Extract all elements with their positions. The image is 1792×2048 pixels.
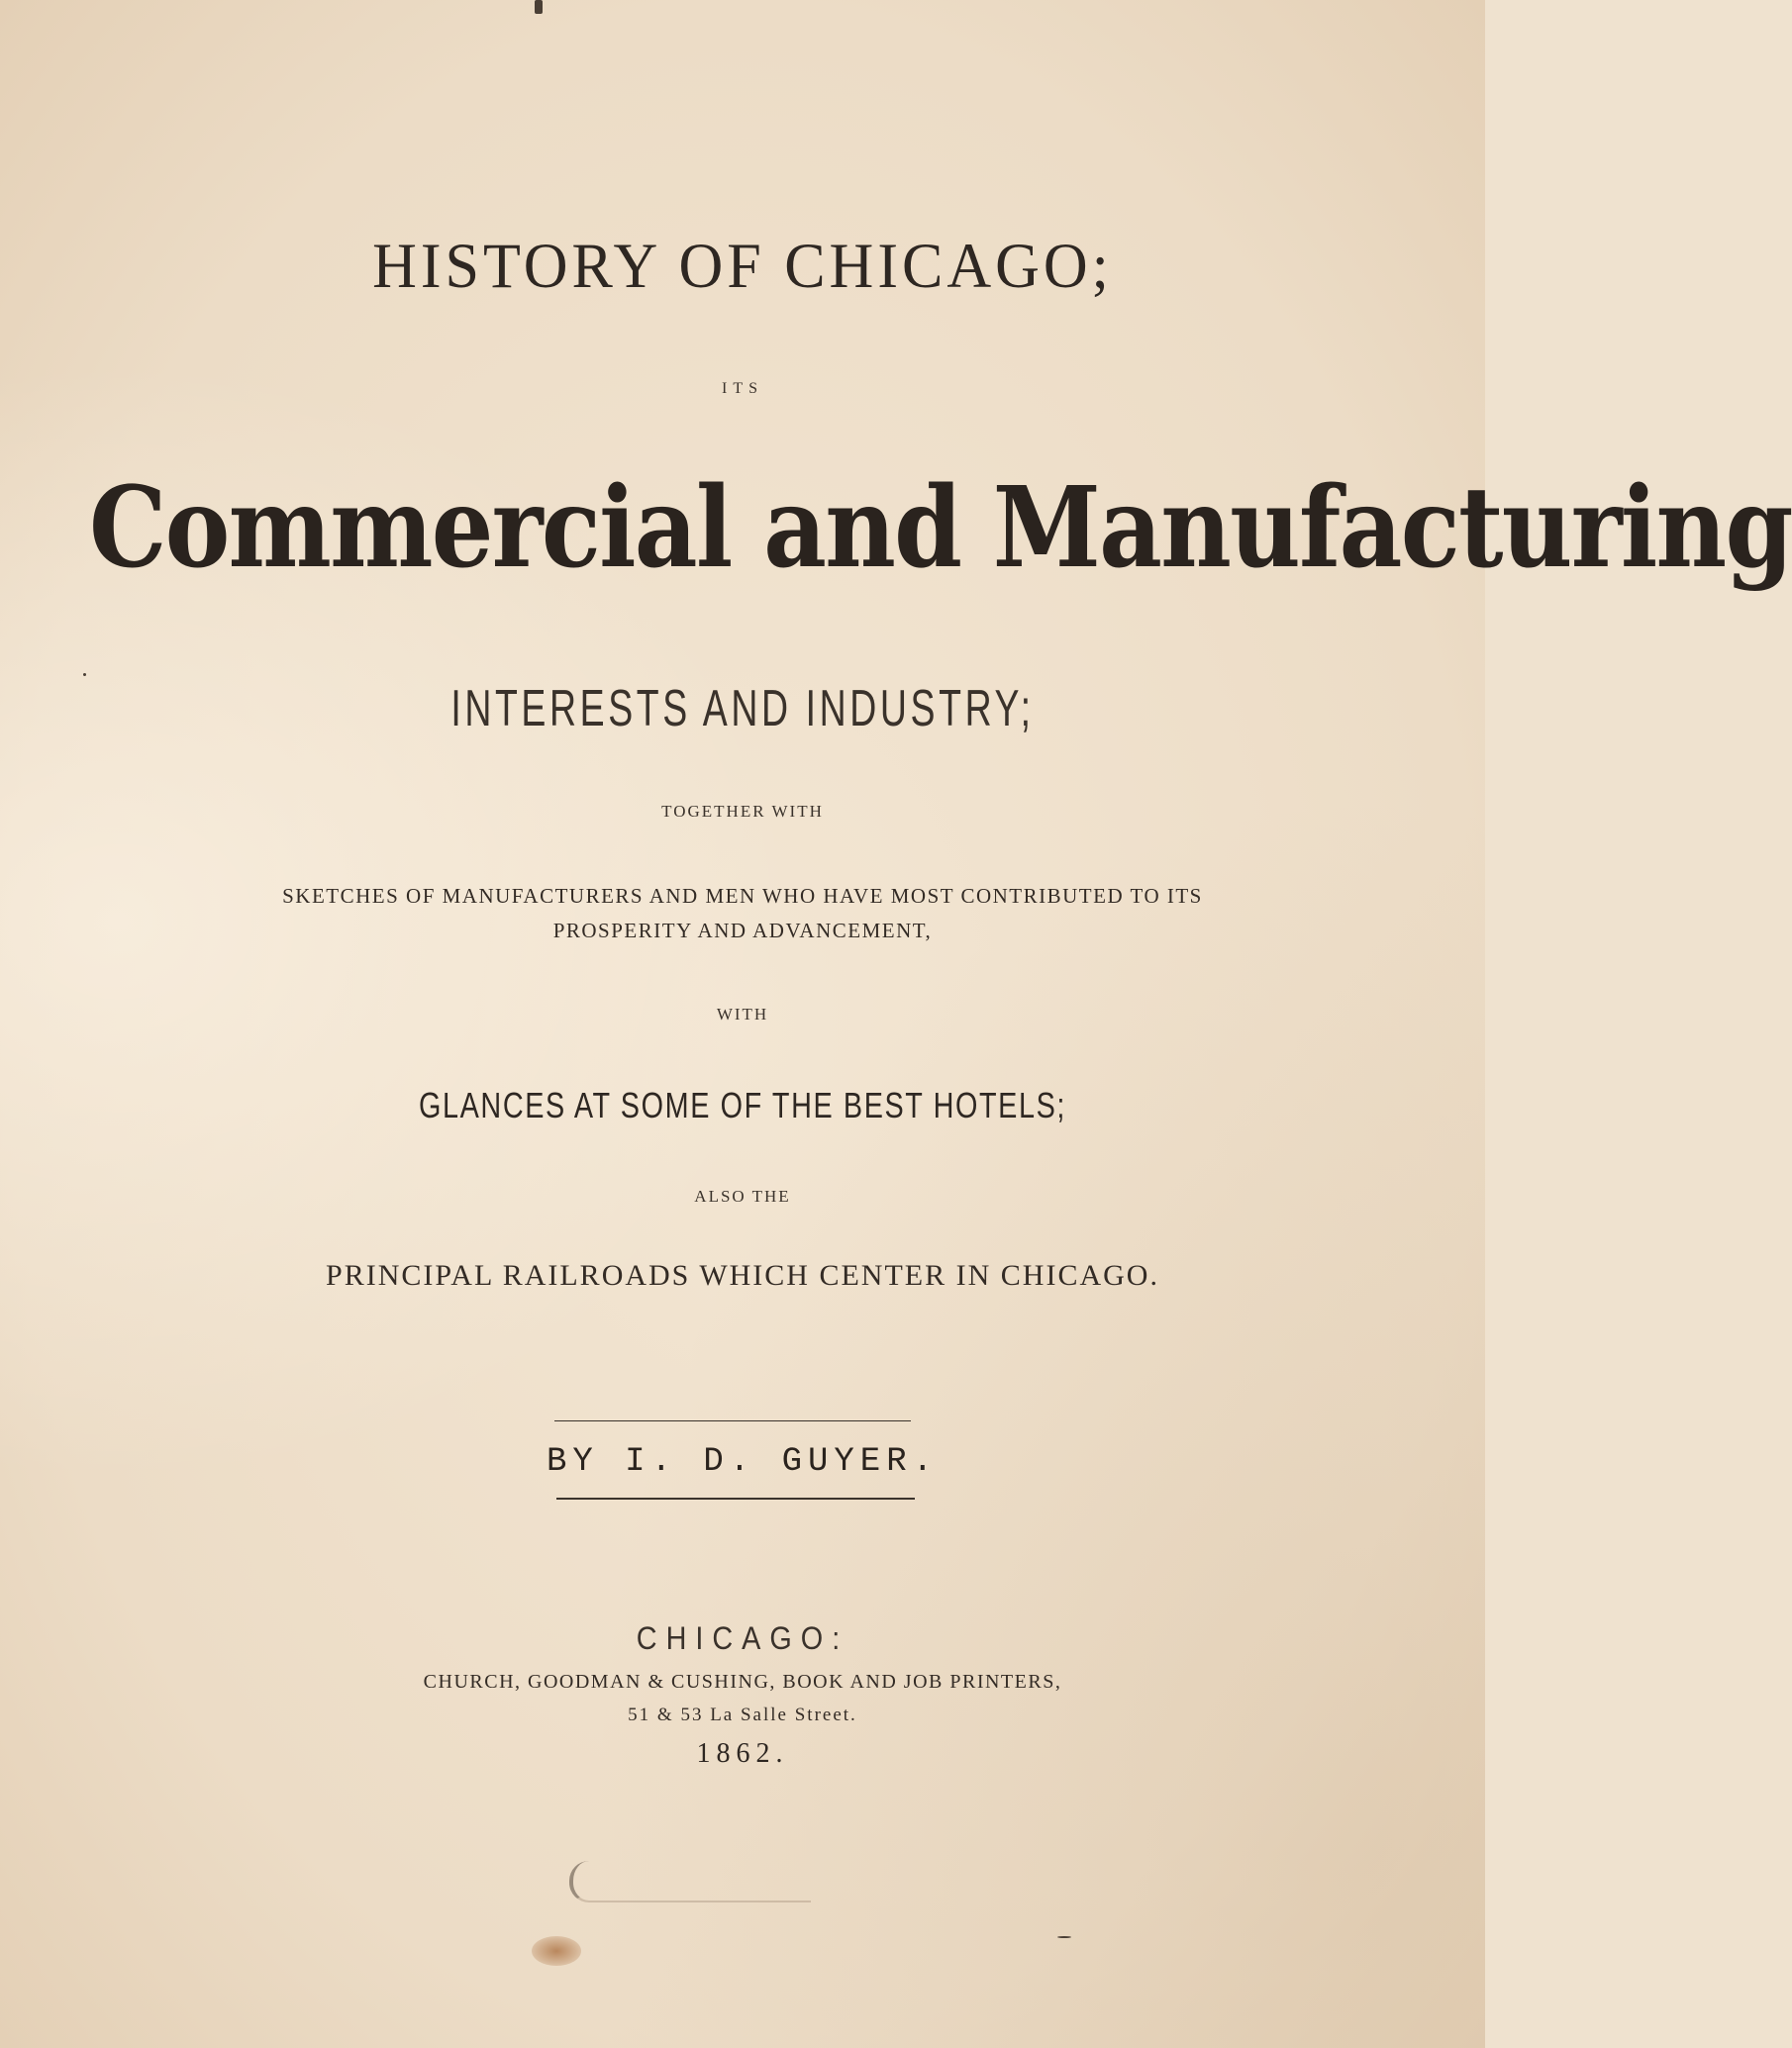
foxing-stain	[532, 1936, 581, 1966]
interests-heading: INTERESTS AND INDUSTRY;	[450, 680, 1035, 737]
together-with-connector: TOGETHER WITH	[661, 802, 824, 821]
imprint-address: 51 & 53 La Salle Street.	[628, 1705, 857, 1725]
glances-heading: GLANCES AT SOME OF THE BEST HOTELS;	[418, 1085, 1067, 1125]
imprint-year: 1862.	[696, 1738, 789, 1769]
paper-tear	[569, 1861, 811, 1902]
imprint-city: CHICAGO:	[636, 1620, 849, 1656]
paper-fleck	[535, 0, 543, 14]
blackletter-subtitle: Commercial and Manufacturing	[89, 463, 1792, 593]
also-the-connector: ALSO THE	[694, 1187, 791, 1206]
sketches-line-2: PROSPERITY AND ADVANCEMENT,	[552, 919, 933, 942]
author-rule-bottom	[556, 1498, 915, 1500]
with-connector: WITH	[716, 1005, 769, 1024]
principal-railroads-heading: PRINCIPAL RAILROADS WHICH CENTER IN CHICAGO.	[326, 1259, 1159, 1292]
author-rule-top	[554, 1420, 911, 1421]
its-connector: ITS	[722, 380, 763, 397]
paper-fleck	[83, 673, 86, 676]
book-title: HISTORY OF CHICAGO;	[372, 231, 1113, 302]
paper-fleck	[1057, 1936, 1071, 1938]
author-line: BY I. D. GUYER.	[546, 1443, 940, 1481]
imprint-printers: CHURCH, GOODMAN & CUSHING, BOOK AND JOB PRINTERS,	[423, 1671, 1062, 1693]
sketches-line-1: SKETCHES OF MANUFACTURERS AND MEN WHO HAVE MOST CONTRIBUTED TO ITS	[282, 884, 1203, 908]
